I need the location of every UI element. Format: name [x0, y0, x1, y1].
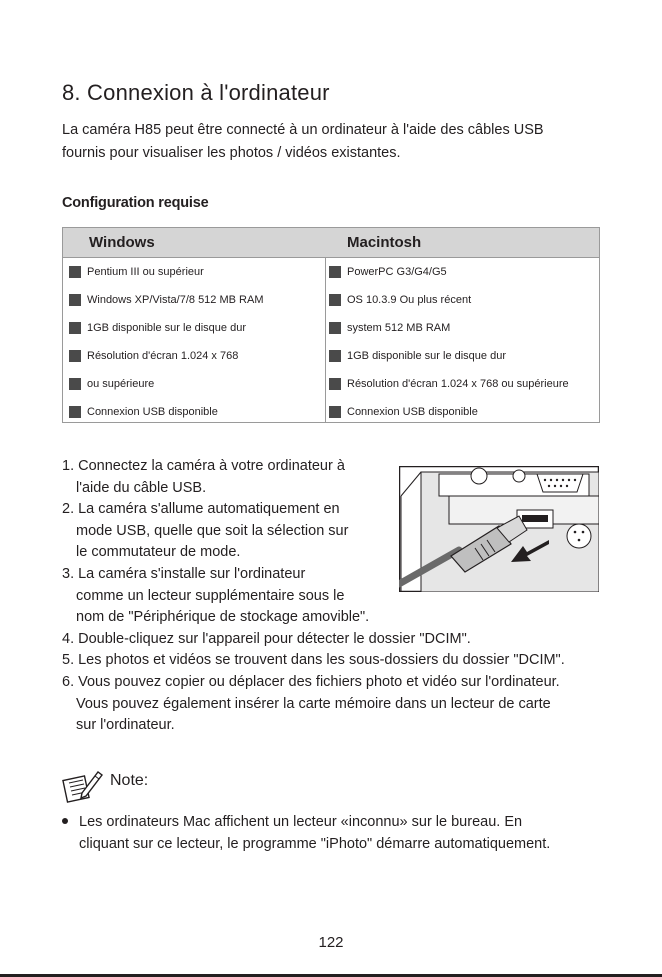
- square-bullet-icon: [69, 378, 81, 390]
- requirement-text: Résolution d'écran 1.024 x 768: [87, 350, 239, 362]
- requirement-text: Windows XP/Vista/7/8 512 MB RAM: [87, 294, 264, 306]
- step-line: 5. Les photos et vidéos se trouvent dans les sous-dossiers du dossier "DCIM".: [62, 652, 565, 669]
- requirement-text: system 512 MB RAM: [347, 322, 451, 334]
- intro-line: La caméra H85 peut être connecté à un ordinateur à l'aide des câbles USB: [62, 122, 544, 138]
- square-bullet-icon: [69, 350, 81, 362]
- step-line: le commutateur de mode.: [76, 544, 241, 561]
- square-bullet-icon: [69, 266, 81, 278]
- step-line: 1. Connectez la caméra à votre ordinateur à: [62, 458, 345, 474]
- step-line: Vous pouvez également insérer la carte mémoire dans un lecteur de carte: [76, 695, 551, 712]
- square-bullet-icon: [69, 406, 81, 418]
- intro-line: fournis pour visualiser les photos / vidéos existantes.: [62, 145, 401, 161]
- bullet-dot-icon: [62, 818, 68, 824]
- square-bullet-icon: [329, 266, 341, 278]
- requirement-item: [63, 370, 325, 398]
- step-line: 2. La caméra s'allume automatiquement en: [62, 501, 340, 518]
- note-line: Les ordinateurs Mac affichent un lecteur «inconnu» sur le bureau. En: [79, 814, 523, 830]
- mac-header: Macintosh: [325, 228, 599, 258]
- requirement-text: OS 10.3.9 Ou plus récent: [347, 294, 472, 306]
- square-bullet-icon: [69, 294, 81, 306]
- note-bullet: [62, 811, 550, 855]
- requirements-table: [62, 227, 600, 423]
- requirement-item: [325, 342, 599, 370]
- section-title: 8. Connexion à l'ordinateur: [62, 80, 330, 105]
- requirement-item: [63, 286, 325, 314]
- step-line: 4. Double-cliquez sur l'appareil pour détecter le dossier "DCIM".: [62, 630, 471, 647]
- step-line: 3. La caméra s'installe sur l'ordinateur: [62, 565, 306, 582]
- requirement-item: [325, 314, 599, 342]
- requirement-item: [63, 258, 325, 286]
- square-bullet-icon: [69, 322, 81, 334]
- square-bullet-icon: [329, 406, 341, 418]
- requirement-text: PowerPC G3/G4/G5: [347, 266, 447, 278]
- requirement-text: 1GB disponible sur le disque dur: [347, 350, 506, 362]
- note-label: Note:: [110, 772, 149, 789]
- step-line: l'aide du câble USB.: [76, 479, 207, 496]
- intro-paragraph: [62, 119, 622, 165]
- requirement-item: [325, 398, 599, 426]
- windows-column: [63, 228, 326, 422]
- requirement-item: [63, 398, 325, 426]
- square-bullet-icon: [329, 350, 341, 362]
- windows-header: Windows: [63, 228, 325, 258]
- square-bullet-icon: [329, 294, 341, 306]
- mac-column: [325, 228, 599, 422]
- requirement-item: [325, 258, 599, 286]
- requirement-item: [63, 342, 325, 370]
- requirement-item: [325, 286, 599, 314]
- square-bullet-icon: [329, 378, 341, 390]
- requirement-text: Connexion USB disponible: [87, 406, 218, 418]
- step-line: 6. Vous pouvez copier ou déplacer des fichiers photo et vidéo sur l'ordinateur.: [62, 673, 560, 690]
- step-line: sur l'ordinateur.: [76, 717, 175, 734]
- step-line: comme un lecteur supplémentaire sous le: [76, 587, 345, 604]
- page-number: 122: [318, 934, 344, 951]
- note-line: cliquant sur ce lecteur, le programme "iPhoto" démarre automatiquement.: [79, 836, 551, 852]
- requirement-text: Pentium III ou supérieur: [87, 266, 204, 278]
- requirement-text: Résolution d'écran 1.024 x 768 ou supérieure: [347, 378, 569, 390]
- requirement-text: Connexion USB disponible: [347, 406, 478, 418]
- requirement-text: ou supérieure: [87, 378, 155, 390]
- requirement-item: [63, 314, 325, 342]
- step-line: mode USB, quelle que soit la sélection sur: [76, 522, 349, 539]
- square-bullet-icon: [329, 322, 341, 334]
- requirements-title: Configuration requise: [62, 195, 209, 211]
- step-line: nom de "Périphérique de stockage amovible".: [76, 609, 370, 626]
- usb-connection-illustration-icon: [399, 466, 599, 592]
- notepad-pencil-icon: [62, 769, 106, 803]
- requirement-item: [325, 370, 599, 398]
- requirement-text: 1GB disponible sur le disque dur: [87, 322, 246, 334]
